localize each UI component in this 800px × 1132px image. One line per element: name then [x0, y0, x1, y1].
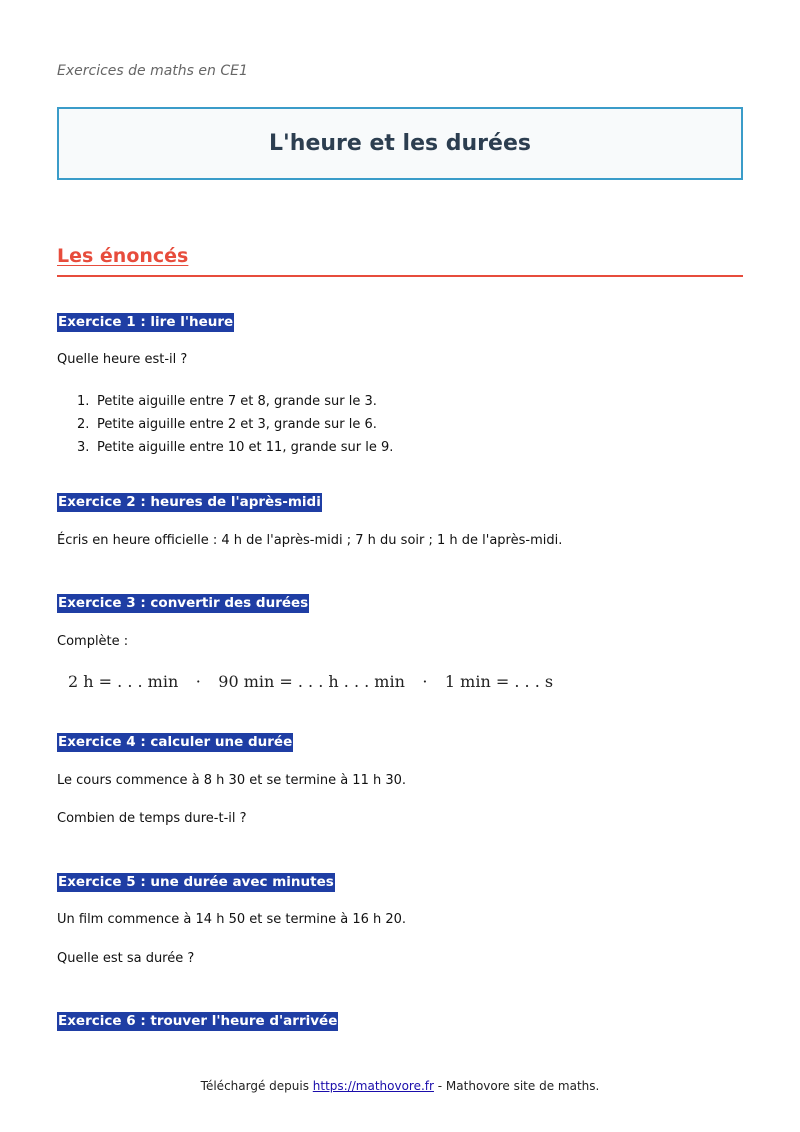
exercise-5-line-1: Un film commence à 14 h 50 et se termine à 16 h 20. — [57, 912, 407, 927]
exercise-5-title: Exercice 5 : une durée avec minutes — [58, 874, 334, 890]
math-separator: · — [422, 672, 428, 691]
exercise-2-title: Exercice 2 : heures de l'après-midi — [58, 494, 321, 510]
section-heading — [57, 245, 743, 277]
page-subtitle: Exercices de maths en CE1 — [57, 63, 248, 79]
exercise-1-title: Exercice 1 : lire l'heure — [58, 314, 234, 330]
exercise-3-title: Exercice 3 : convertir des durées — [58, 595, 309, 611]
footer-link[interactable]: https://mathovore.fr — [312, 1079, 434, 1093]
exercise-3-math — [68, 672, 553, 691]
footer-suffix: - Mathovore site de maths. — [433, 1079, 600, 1093]
exercise-4-line-1: Le cours commence à 8 h 30 et se termine à 11 h 30. — [57, 773, 407, 788]
page-title: L'heure et les durées — [269, 131, 531, 156]
list-item: 2. Petite aiguille entre 2 et 3, grande sur le 6. — [77, 417, 377, 432]
math-expression: 1 min = . . . s — [444, 672, 554, 691]
exercise-6-title: Exercice 6 : trouver l'heure d'arrivée — [58, 1013, 338, 1029]
title-box — [57, 107, 743, 180]
exercise-5-line-2: Quelle est sa durée ? — [57, 951, 195, 966]
exercise-4-title: Exercice 4 : calculer une durée — [58, 734, 293, 750]
exercise-1-prompt: Quelle heure est-il ? — [57, 352, 188, 367]
footer-prefix: Téléchargé depuis — [200, 1079, 313, 1093]
list-item: 1. Petite aiguille entre 7 et 8, grande sur le 3. — [77, 394, 377, 409]
section-heading-label: Les énoncés — [57, 245, 189, 267]
exercise-1-list — [57, 390, 393, 459]
math-expression: 2 h = . . . min — [68, 672, 179, 691]
math-expression: 90 min = . . . h . . . min — [218, 672, 405, 691]
math-separator: · — [195, 672, 201, 691]
exercise-3-prompt: Complète : — [57, 634, 129, 649]
page-footer — [0, 1079, 800, 1093]
list-item: 3. Petite aiguille entre 10 et 11, grande sur le 9. — [77, 440, 394, 455]
exercise-4-line-2: Combien de temps dure-t-il ? — [57, 811, 247, 826]
exercise-2-prompt: Écris en heure officielle : 4 h de l'après-midi ; 7 h du soir ; 1 h de l'après-midi. — [57, 533, 563, 548]
